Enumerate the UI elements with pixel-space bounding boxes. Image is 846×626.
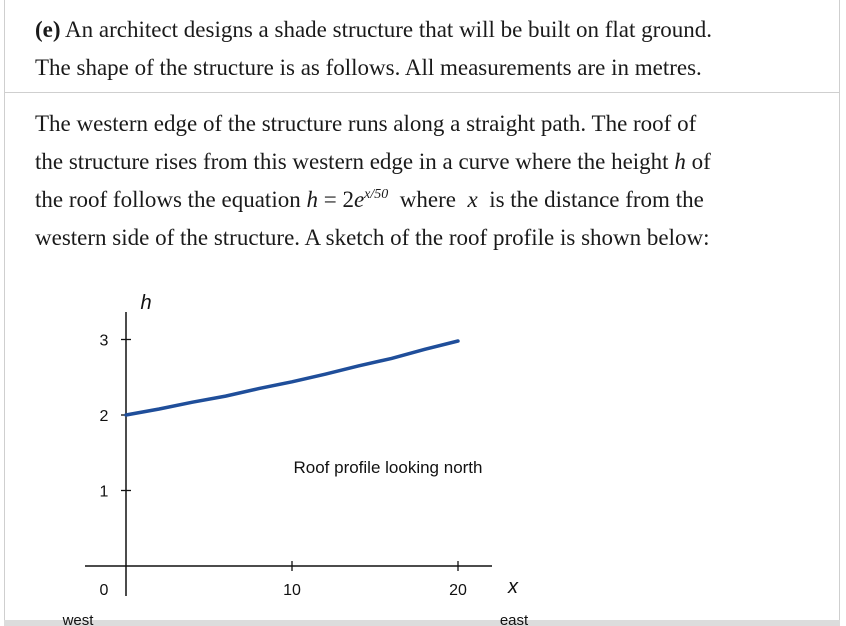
body-line-3-start: the roof follows the equation [35, 187, 301, 212]
y-axis-title: h [140, 292, 152, 314]
west-label: west [62, 612, 94, 626]
intro-line-2: The shape of the structure is as follows. All measurements are in metres. [35, 55, 702, 80]
x-axis-title: x [508, 576, 518, 598]
equation-base: e [353, 187, 365, 212]
equation-equals: = 2 [317, 187, 354, 212]
y-tick-label-2: 2 [99, 408, 109, 425]
var-x: x [467, 187, 478, 212]
roof-curve-line [126, 341, 458, 415]
equation-lhs: h [306, 187, 318, 212]
part-label: (e) [35, 17, 61, 42]
x-tick-label-20: 20 [449, 582, 467, 599]
body-line-2-end: of [691, 149, 711, 174]
east-label: east [499, 612, 529, 626]
body-line-4: western side of the structure. A sketch of the roof profile is shown below: [35, 225, 710, 250]
where-word: where [399, 187, 456, 212]
var-h: h [674, 149, 686, 174]
y-tick-label-3: 3 [99, 332, 109, 350]
origin-label: 0 [99, 582, 109, 599]
intro-line-1: An architect designs a shade structure that will be built on flat ground. [65, 17, 713, 42]
y-tick-label-1: 1 [99, 483, 109, 501]
x-tick-label-10: 10 [283, 582, 301, 599]
equation-exponent: x/50 [364, 187, 389, 202]
chart-caption: Roof profile looking north [293, 458, 483, 477]
body-line-1: The western edge of the structure runs along a straight path. The roof of [35, 111, 697, 136]
body-line-3-end: is the distance from the [489, 187, 704, 212]
body-line-2-start: the structure rises from this western edge in a curve where the height [35, 149, 669, 174]
